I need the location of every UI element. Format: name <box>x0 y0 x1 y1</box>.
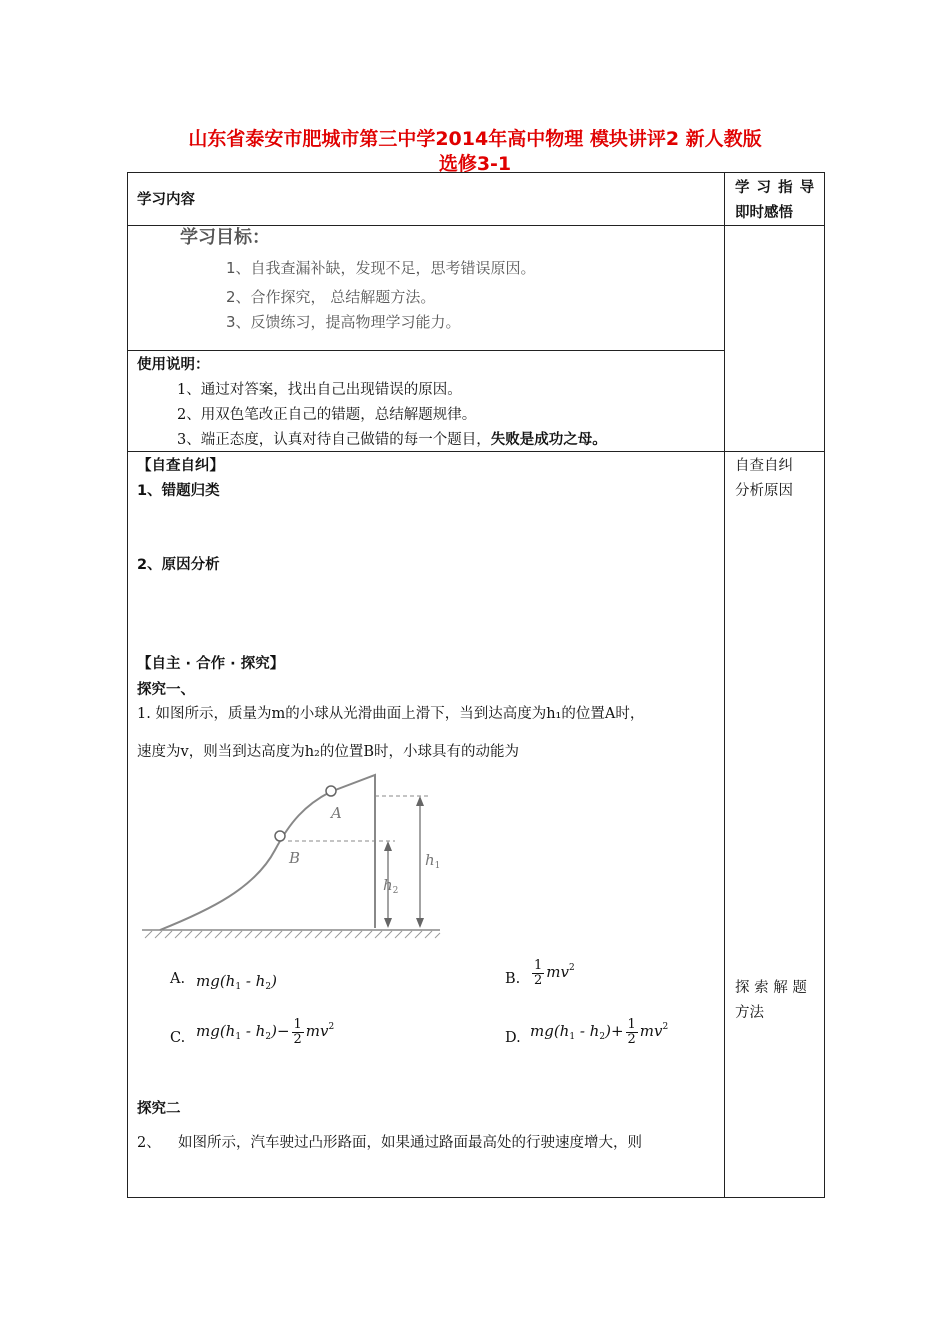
usage-item: 1、通过对答案，找出自己出现错误的原因。 <box>177 382 462 398</box>
header-reflection: 即时感悟 <box>735 205 793 221</box>
document-title-line2: 选修3-1 <box>438 153 512 175</box>
usage-item: 2、用双色笔改正自己的错题，总结解题规律。 <box>177 407 477 423</box>
usage-divider <box>127 451 825 452</box>
option-c-label: C. <box>170 1030 186 1046</box>
usage-item3-emphasis: 失败是成功之母。 <box>490 432 607 448</box>
side-note-analyze: 分析原因 <box>735 483 793 499</box>
explore-part1-label: 探究一、 <box>137 682 195 698</box>
ball-a <box>326 786 336 796</box>
question1-line1: 1. 如图所示，质量为m的小球从光滑曲面上滑下，当到达高度为h₁的位置A时， <box>137 706 645 722</box>
option-b-label: B. <box>505 971 521 987</box>
label-b: B <box>289 849 301 867</box>
option-c-formula: $mg(h_1 - h_2)-$ $\frac{1}{2}$ $mv^2$ <box>196 1016 335 1047</box>
cause-analysis: 2、原因分析 <box>137 557 220 573</box>
header-guidance: 学 习 指 导 <box>735 180 816 196</box>
explore-heading: 【自主 · 合作 · 探究】 <box>137 656 285 672</box>
option-a-formula: $mg(h_1 - h_2)$ <box>196 972 277 992</box>
error-classification: 1、错题归类 <box>137 483 220 499</box>
document-title-line1: 山东省泰安市肥城市第三中学2014年高中物理 模块讲评2 新人教版 <box>188 128 762 150</box>
h1-arrow-bottom <box>416 918 424 928</box>
question2-number: 2、 <box>137 1135 161 1151</box>
h2-arrow-top <box>384 841 392 851</box>
label-h2: $h_2$ <box>383 876 399 896</box>
goals-divider <box>127 350 724 351</box>
option-a-label: A. <box>170 971 186 987</box>
goal-item: 3、反馈练习，提高物理学习能力。 <box>226 313 461 331</box>
goal-item: 2、合作探究， 总结解题方法。 <box>226 288 436 306</box>
question2-text: 如图所示，汽车驶过凸形路面，如果通过路面最高处的行驶速度增大，则 <box>178 1135 642 1151</box>
h2-arrow-bottom <box>384 918 392 928</box>
goals-heading: 学习目标： <box>180 227 270 248</box>
explore-part2-label: 探究二 <box>137 1101 181 1117</box>
goal-item: 1、自我查漏补缺，发现不足，思考错误原因。 <box>226 259 536 277</box>
side-note-methods: 探 索 解 题 <box>735 980 807 996</box>
usage-heading: 使用说明： <box>137 357 210 373</box>
curved-slope <box>160 775 375 930</box>
self-check-heading: 【自查自纠】 <box>137 458 224 474</box>
option-d-formula: $mg(h_1 - h_2)+$ $\frac{1}{2}$ $mv^2$ <box>530 1016 669 1047</box>
label-a: A <box>331 804 342 822</box>
column-divider <box>724 172 725 1198</box>
usage-item3-text: 3、端正态度，认真对待自己做错的每一个题目， <box>177 432 491 448</box>
h1-arrow-top <box>416 796 424 806</box>
label-h1: $h_1$ <box>425 851 441 871</box>
header-learning-content: 学习内容 <box>137 192 195 208</box>
ball-b <box>275 831 285 841</box>
side-note-methods-2: 方法 <box>735 1005 764 1021</box>
option-b-formula: $\frac{1}{2}$ $mv^2$ <box>534 957 575 988</box>
side-note-self-check: 自查自纠 <box>735 458 793 474</box>
option-d-label: D. <box>505 1030 521 1046</box>
usage-item <box>177 430 607 450</box>
question1-line2: 速度为v，则当到达高度为h₂的位置B时，小球具有的动能为 <box>137 744 519 760</box>
